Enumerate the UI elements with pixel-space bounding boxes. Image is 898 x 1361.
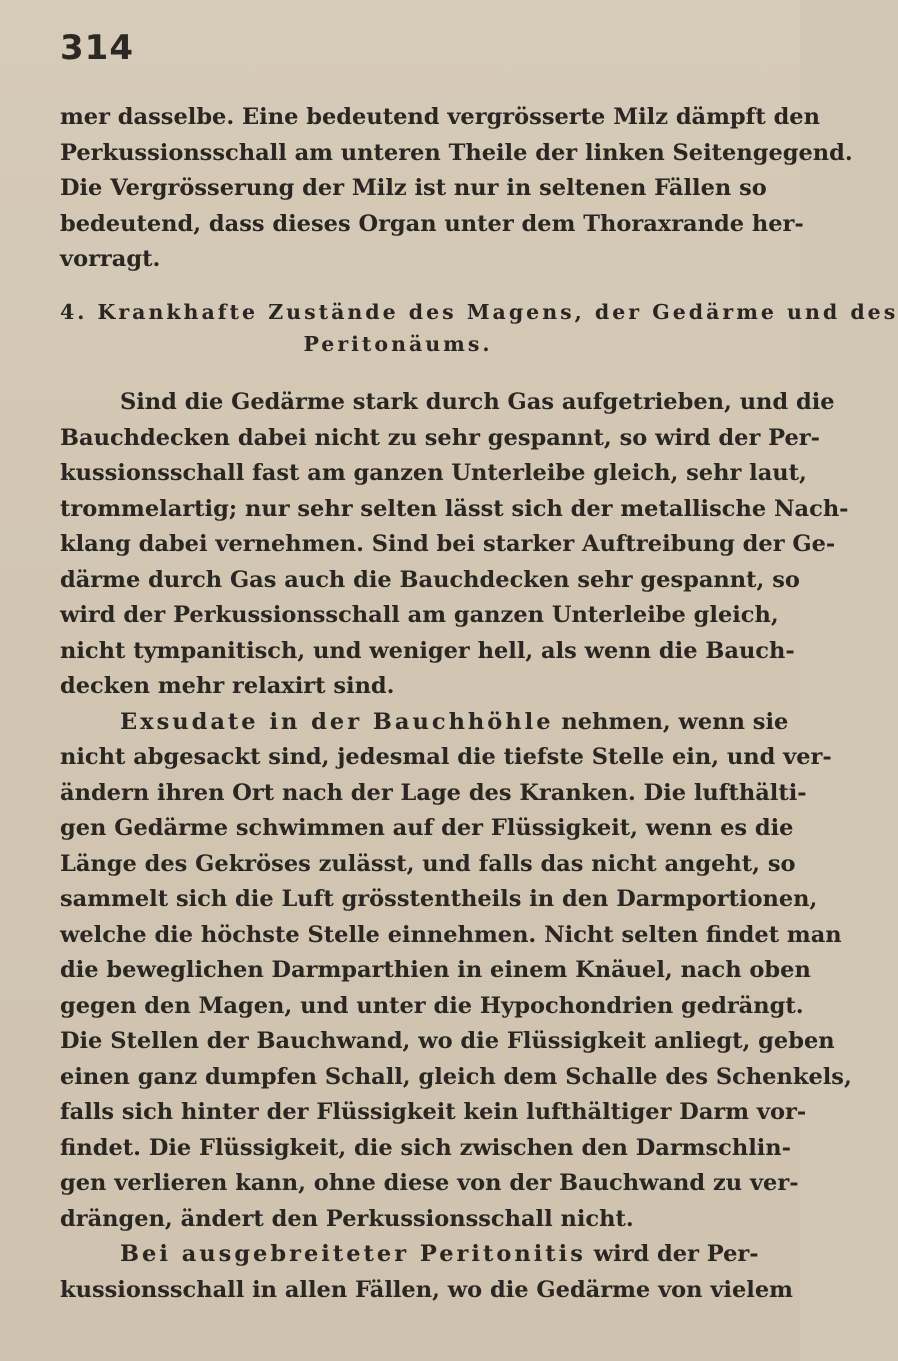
- text-line: einen ganz dumpfen Schall, gleich dem Schalle des Schenkels,: [60, 1063, 852, 1090]
- text-line-exsudate: [60, 705, 789, 741]
- section-heading-line2: Peritonäums.: [303, 332, 493, 356]
- text-line: Perkussionsschall am unteren Theile der linken Seitengegend.: [60, 139, 853, 166]
- emphasis-exsudate: Exsudate in der Bauchhöhle: [120, 708, 554, 735]
- text-line: nicht abgesackt sind, jedesmal die tiefste Stelle ein, und ver-: [60, 744, 832, 770]
- text-line: falls sich hinter der Flüssigkeit kein lufthältiger Darm vor-: [60, 1099, 807, 1125]
- text-line-peritonitis: [60, 1237, 759, 1273]
- text-line: findet. Die Flüssigkeit, die sich zwischen den Darmschlin-: [60, 1134, 792, 1161]
- emphasis-peritonitis: Bei ausgebreiteter Peritonitis: [120, 1241, 586, 1267]
- text-line: trommelartig; nur sehr selten lässt sich der metallische Nach-: [60, 495, 849, 522]
- text-line: Bauchdecken dabei nicht zu sehr gespannt, so wird der Per-: [60, 424, 820, 451]
- text-line: Die Stellen der Bauchwand, wo die Flüssigkeit anliegt, geben: [60, 1028, 835, 1054]
- text-line: welche die höchste Stelle einnehmen. Nicht selten findet man: [60, 921, 842, 948]
- text-line: drängen, ändert den Perkussionsschall nicht.: [60, 1205, 634, 1232]
- paragraph-milz: [60, 100, 853, 278]
- section-heading: [60, 296, 898, 360]
- text-line: kussionsschall fast am ganzen Unterleibe gleich, sehr laut,: [60, 460, 807, 486]
- text-line: die beweglichen Darmparthien in einem Knäuel, nach oben: [60, 957, 811, 983]
- text-line: klang dabei vernehmen. Sind bei starker Auftreibung der Ge-: [60, 531, 836, 557]
- text-line: wird der Perkussionsschall am ganzen Unterleibe gleich,: [60, 602, 779, 628]
- text-fragment: nehmen, wenn sie: [553, 708, 789, 735]
- text-line: kussionsschall in allen Fällen, wo die Gedärme von vielem: [60, 1276, 793, 1303]
- text-line: gen verlieren kann, ohne diese von der Bauchwand zu ver-: [60, 1170, 799, 1196]
- text-line: därme durch Gas auch die Bauchdecken sehr gespannt, so: [60, 566, 800, 593]
- text-line: Sind die Gedärme stark durch Gas aufgetrieben, und die: [120, 389, 835, 415]
- paragraph-gedaerme: [60, 385, 852, 1308]
- page-number: 314: [60, 28, 134, 68]
- text-line: ändern ihren Ort nach der Lage des Kranken. Die lufthälti-: [60, 779, 807, 806]
- text-line: gegen den Magen, und unter die Hypochondrien gedrängt.: [60, 992, 804, 1019]
- text-fragment: wird der Per-: [585, 1241, 759, 1267]
- text-line: nicht tympanitisch, und weniger hell, als wenn die Bauch-: [60, 637, 795, 664]
- text-line: Die Vergrösserung der Milz ist nur in seltenen Fällen so: [60, 175, 767, 201]
- text-line: Länge des Gekröses zulässt, und falls das nicht angeht, so: [60, 850, 796, 877]
- text-line: mer dasselbe. Eine bedeutend vergrösserte Milz dämpft den: [60, 104, 820, 130]
- text-line: decken mehr relaxirt sind.: [60, 673, 395, 699]
- section-heading-line1: 4. Krankhafte Zustände des Magens, der Gedärme und des: [60, 300, 898, 324]
- text-line: gen Gedärme schwimmen auf der Flüssigkeit, wenn es die: [60, 815, 794, 841]
- text-line: vorragt.: [60, 246, 161, 272]
- text-line: sammelt sich die Luft grösstentheils in den Darmportionen,: [60, 886, 818, 912]
- text-line: bedeutend, dass dieses Organ unter dem Thoraxrande her-: [60, 210, 804, 237]
